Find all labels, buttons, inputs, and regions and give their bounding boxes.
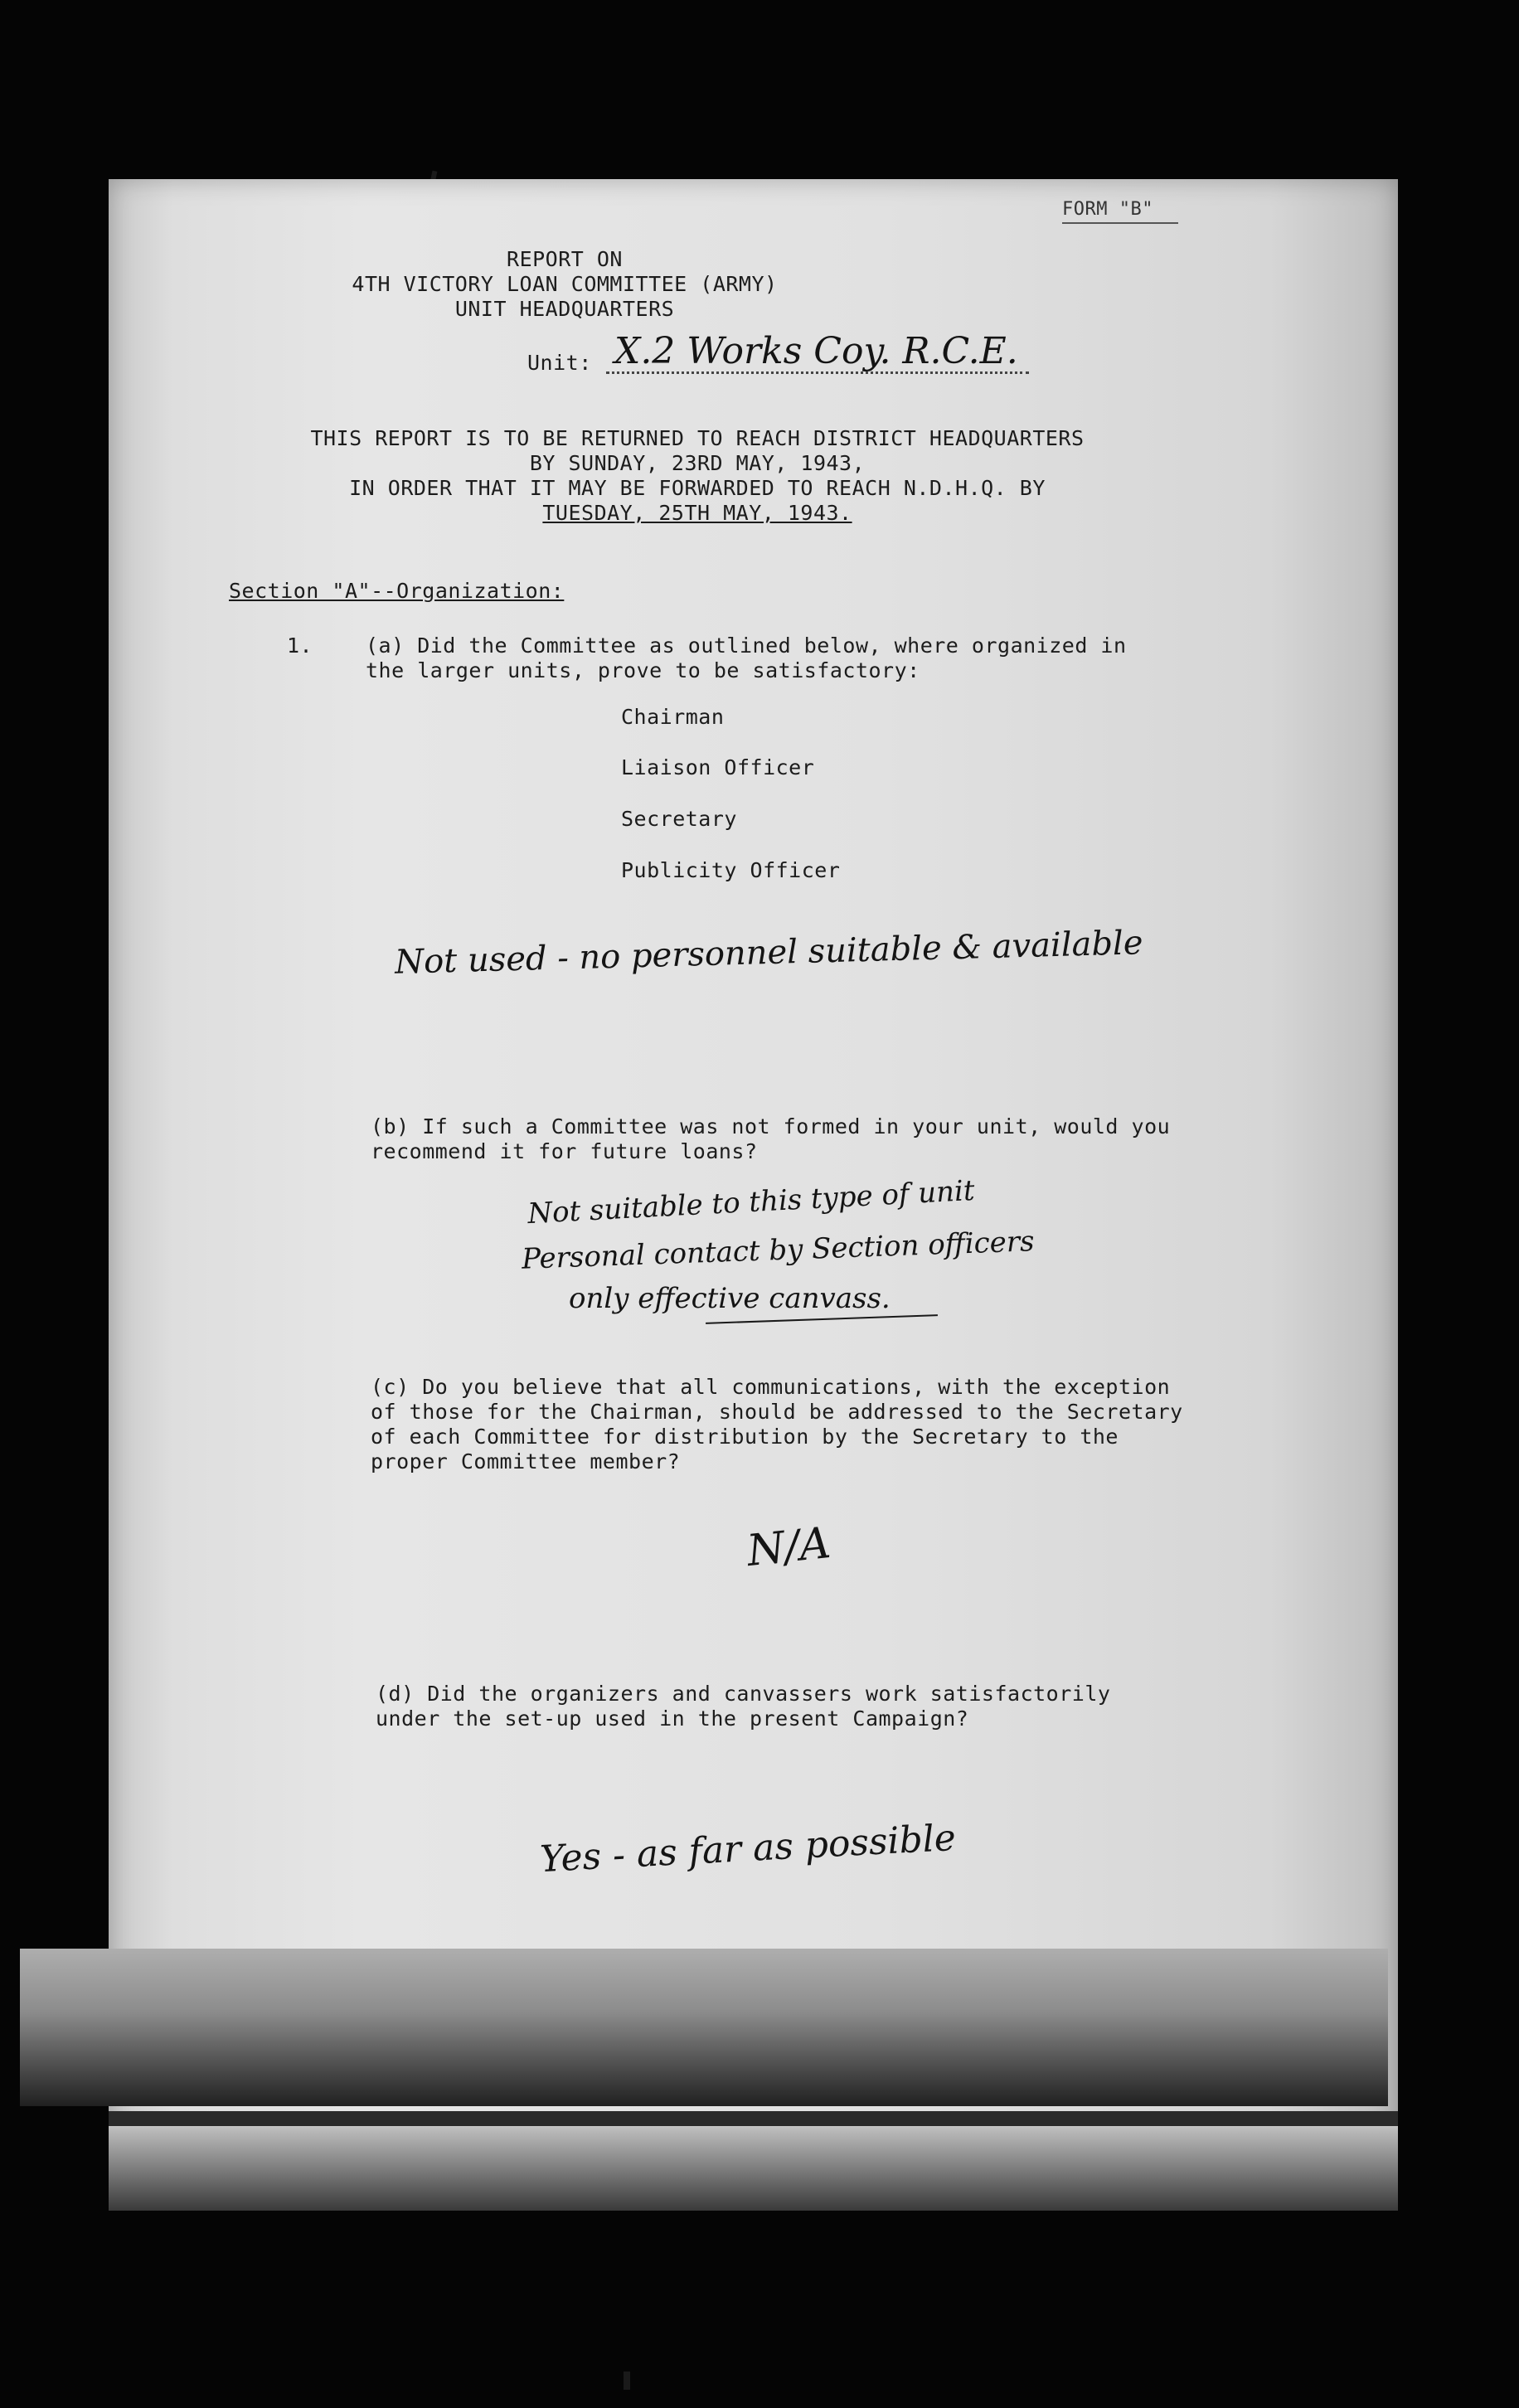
form-label-underline: [1062, 222, 1178, 224]
q1b-line-1: (b) If such a Committee was not formed in your unit, would you: [371, 1114, 1171, 1138]
notice-line-2: BY SUNDAY, 23RD MAY, 1943,: [529, 451, 866, 475]
notice-line-4: TUESDAY, 25TH MAY, 1943.: [542, 501, 852, 525]
bottom-mark: [624, 2372, 630, 2390]
role-liaison-officer: Liaison Officer: [621, 755, 815, 779]
q1c-line-1: (c) Do you believe that all communications, with the exception: [371, 1375, 1171, 1399]
notice-line-1: THIS REPORT IS TO BE RETURNED TO REACH DISTRICT HEADQUARTERS: [310, 426, 1085, 450]
q1c-answer: N/A: [745, 1517, 833, 1577]
q1-number: 1.: [287, 634, 313, 658]
q1b-line-2: recommend it for future loans?: [371, 1139, 758, 1163]
q1b-answer-line-2: Personal contact by Section officers: [521, 1225, 1036, 1276]
heading-line-3: UNIT HEADQUARTERS: [454, 297, 675, 321]
role-chairman: Chairman: [621, 705, 725, 729]
q1d-line-2: under the set-up used in the present Campaign?: [376, 1706, 969, 1731]
q1b-answer-line-1: Not suitable to this type of unit: [527, 1173, 976, 1231]
q1c-line-2: of those for the Chairman, should be addressed to the Secretary: [371, 1400, 1183, 1424]
notice-line-3: IN ORDER THAT IT MAY BE FORWARDED TO REACH N.D.H.Q. BY: [349, 476, 1046, 500]
unit-value: X.2 Works Coy. R.C.E.: [614, 330, 1018, 372]
q1a-line-2: the larger units, prove to be satisfactory:: [366, 658, 920, 682]
fold-band: [109, 2111, 1398, 2126]
q1d-answer: Yes - as far as possible: [539, 1816, 957, 1881]
q1d-line-1: (d) Did the organizers and canvassers work satisfactorily: [376, 1682, 1111, 1706]
q1c-line-3: of each Committee for distribution by the Secretary to the: [371, 1425, 1119, 1449]
form-page: [109, 179, 1398, 2211]
q1a-answer: Not used - no personnel suitable & available: [394, 924, 1144, 982]
lower-edge-shadow: [20, 1949, 1388, 2106]
unit-label: Unit:: [527, 351, 592, 375]
q1b-answer-underline: [706, 1314, 938, 1324]
heading-line-1: REPORT ON: [507, 247, 623, 271]
q1b-answer-line-3: only effective canvass.: [569, 1282, 891, 1315]
q1c-line-4: proper Committee member?: [371, 1449, 681, 1473]
role-publicity-officer: Publicity Officer: [621, 858, 841, 882]
section-title: Section "A"--Organization:: [229, 579, 565, 603]
form-label: FORM "B": [1062, 199, 1153, 220]
heading-line-2: 4TH VICTORY LOAN COMMITTEE (ARMY): [352, 272, 778, 296]
q1a-line-1: (a) Did the Committee as outlined below, where organized in: [366, 634, 1127, 658]
role-secretary: Secretary: [621, 807, 737, 831]
paper-bottom-shadow: [109, 2111, 1398, 2211]
